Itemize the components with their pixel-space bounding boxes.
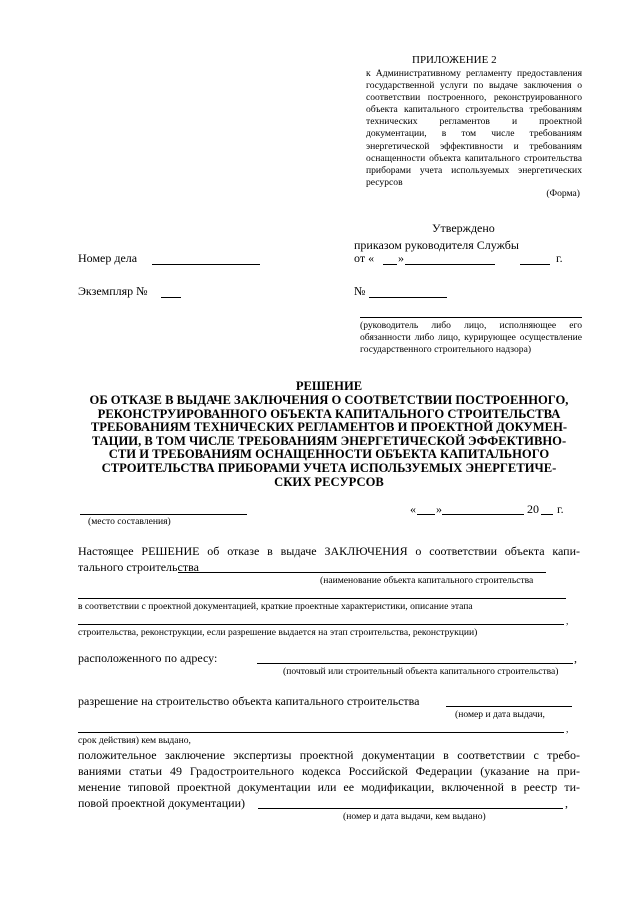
case-number-field[interactable] xyxy=(152,264,260,265)
decision-year-prefix: 20 xyxy=(527,502,539,516)
address-field[interactable] xyxy=(257,663,573,664)
decision-title-line: СТРОИТЕЛЬСТВА ПРИБОРАМИ УЧЕТА ИСПОЛЬЗУЕМЫХ ЭНЕРГЕТИЧЕ- xyxy=(101,460,557,475)
case-number-label: Номер дела xyxy=(78,251,138,265)
construction-stage-field[interactable] xyxy=(78,624,564,625)
expertise-caption: (номер и дата выдачи, кем выдано) xyxy=(343,811,486,822)
signatory-note: (руководитель либо лицо, исполняющее его обязанности либо лицо, курирующее осуществление государственного строительного надзора) xyxy=(360,320,582,355)
project-description-field[interactable] xyxy=(78,598,566,599)
approval-year-suffix: г. xyxy=(556,251,563,265)
approved-order: приказом руководителя Службы xyxy=(354,238,519,252)
date-open-quote: от « xyxy=(354,251,375,265)
appendix-title: ПРИЛОЖЕНИЕ 2 xyxy=(412,54,497,66)
decision-title xyxy=(78,394,580,489)
address-comma: , xyxy=(574,651,577,665)
decision-year-suffix: г. xyxy=(557,502,564,516)
construction-comma: , xyxy=(566,616,569,627)
decision-title-line: РЕКОНСТРУИРОВАННОГО ОБЪЕКТА КАПИТАЛЬНОГО СТРОИТЕЛЬСТВА xyxy=(97,406,561,421)
decision-title-line: СТИ И ТРЕБОВАНИЯМ ОСНАЩЕННОСТИ ОБЪЕКТА КАПИТАЛЬНОГО xyxy=(108,447,550,462)
signatory-field[interactable] xyxy=(360,317,582,318)
approval-month-field[interactable] xyxy=(405,264,495,265)
validity-caption: срок действия) кем выдано, xyxy=(78,735,191,746)
permit-comma: , xyxy=(566,724,569,735)
address-caption: (почтовый или строительный объекта капитального строительства) xyxy=(283,666,559,677)
permit-validity-field[interactable] xyxy=(78,732,564,733)
approval-date-prefix xyxy=(354,251,374,266)
decision-title-line: ТАЦИИ, В ТОМ ЧИСЛЕ ТРЕБОВАНИЯМ ЭНЕРГЕТИЧЕСКОЙ ЭФФЕКТИВНО- xyxy=(91,433,567,448)
appendix-text: к Административному регламенту предоставления государственной услуги по выдаче заключения о соответствии построенного, реконструированного объекта капитального строительства требованиям технических регламентов и проектной документации, в том числе требованиям энергетической эффективности и требованиям оснащенности объекта капитального строительства приборами учета используемых энергетических ресурсов xyxy=(366,68,582,188)
decision-title-line: ТРЕБОВАНИЯМ ТЕХНИЧЕСКИХ РЕГЛАМЕНТОВ И ПРОЕКТНОЙ ДОКУМЕН- xyxy=(90,420,568,435)
intro-line-1: Настоящее РЕШЕНИЕ об отказе в выдаче ЗАКЛЮЧЕНИЯ о соответствии объекта капи- xyxy=(78,544,580,558)
expertise-line-4: повой проектной документации) xyxy=(78,796,246,810)
decision-year-field[interactable] xyxy=(541,514,553,515)
object-name-field[interactable] xyxy=(178,572,546,573)
intro-line-2: тального строительства xyxy=(78,560,199,574)
decision-heading: РЕШЕНИЕ xyxy=(295,379,363,393)
permit-label: разрешение на строительство объекта капитального строительства xyxy=(78,694,420,708)
appendix-form-label: (Форма) xyxy=(546,188,580,199)
approval-year-field[interactable] xyxy=(520,264,550,265)
case-number-row xyxy=(78,251,137,266)
approved-label: Утверждено xyxy=(432,221,495,235)
decision-date-open: « xyxy=(410,502,416,516)
decision-title-line: СКИХ РЕСУРСОВ xyxy=(274,474,384,489)
address-label: расположенного по адресу: xyxy=(78,651,218,665)
approval-day-field[interactable] xyxy=(383,264,397,265)
decision-month-field[interactable] xyxy=(442,514,524,515)
object-caption: (наименование объекта капитального строительства xyxy=(320,575,534,586)
permit-caption: (номер и дата выдачи, xyxy=(455,709,545,720)
place-field[interactable] xyxy=(80,514,247,515)
construction-caption: строительства, реконструкции, если разрешение выдается на этап строительства, реконструкции) xyxy=(78,627,478,638)
decision-date-close: » xyxy=(436,502,442,516)
approval-number-label: № xyxy=(354,284,366,298)
approval-number-field[interactable] xyxy=(369,297,447,298)
decision-title-line: ОБ ОТКАЗЕ В ВЫДАЧЕ ЗАКЛЮЧЕНИЯ О СООТВЕТСТВИИ ПОСТРОЕННОГО, xyxy=(89,393,569,407)
place-caption: (место составления) xyxy=(88,516,171,527)
copy-number-field[interactable] xyxy=(161,297,181,298)
expertise-field[interactable] xyxy=(258,808,563,809)
expertise-line-2: ваниями статьи 49 Градостроительного кодекса Российской Федерации (указание на при- xyxy=(78,764,580,778)
approval-date-mid: » xyxy=(398,251,404,265)
permit-field[interactable] xyxy=(446,706,572,707)
decision-day-field[interactable] xyxy=(417,514,435,515)
expertise-comma: , xyxy=(565,796,568,810)
expertise-line-3: менение типовой проектной документации или ее модификации, включенной в реестр ти- xyxy=(78,780,580,794)
copy-label: Экземпляр № xyxy=(78,284,148,298)
expertise-line-1: положительное заключение экспертизы проектной документации в соответствии с требо- xyxy=(78,748,580,762)
project-caption: в соответствии с проектной документацией, краткие проектные характеристики, описание этапа xyxy=(78,601,473,612)
